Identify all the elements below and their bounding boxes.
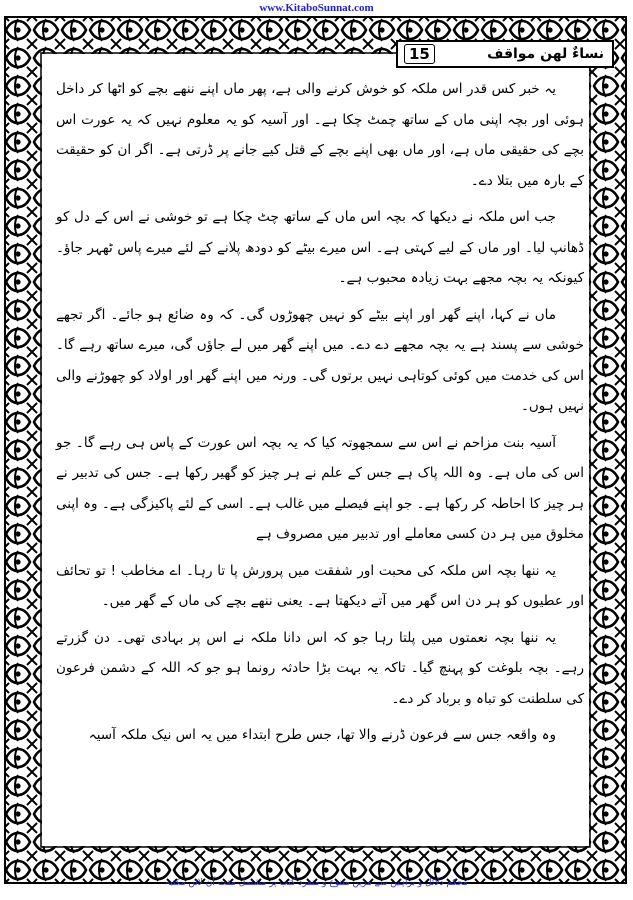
paragraph: یہ خبر کس قدر اس ملکہ کو خوش کرنے والی ہے، پھر ماں اپنے ننھے بچے کو اٹھا کر داخل ہوئی اور بچہ اپنی ماں کے ساتھ چمٹ چکا ہے۔ اور آسیہ کو یہ معلوم نہیں کہ یہ عورت اس بچے کی حقیقی ماں ہے، اور ماں بھی اپنے بچے کے قتل کیے جانے پر ڈرتی ہے۔ اگر ان کو حقیقت کے بارہ میں بتلا دے۔ — [56, 81, 584, 189]
paragraph: وہ واقعہ جس سے فرعون ڈرنے والا تھا، جس طرح ابتداء میں یہ اس نیک ملکہ آسیہ — [88, 727, 556, 743]
paragraph: یہ ننھا بچہ اس ملکہ کی محبت اور شفقت میں پرورش پا تا رہا۔ اے مخاطب ! تو تحائف اور عطیوں کو ہر دن اس گھر میں آتے دیکھتا ہے۔ یعنی ننھے بچے کی ماں کے گھر میں۔ — [56, 562, 584, 609]
paragraph: آسیہ بنت مزاحم نے اس سے سمجھوتہ کیا کہ یہ بچہ اس عورت کے پاس ہی رہے گا۔ جو اس کی ماں ہے۔ وہ اللہ پاک ہے جس کے علم نے ہر چیز کو گھیر رکھا ہے۔ جس کی تدبیر نے ہر چیز کا احاطہ کر رکھا ہے۔ جو اپنے فیصلے میں غالب ہے۔ اسی کے لئے پاکیزگی ہے۔ وہ اپنی مخلوق میں ہر دن کسی معاملے اور تدبیر میں مصروف ہے — [56, 434, 584, 542]
book-title: نساءٌ لهن مواقف — [487, 46, 604, 62]
paragraph: جب اس ملکہ نے دیکھا کہ بچہ اس ماں کے ساتھ چٹ چکا ہے تو خوشی نے اس کے دل کو ڈھانپ لیا۔ اور ماں کے لیے کہتی ہے۔ اس میرے بیٹے کو دودھ پلانے کے لئے میرے پاس ٹھہر جاؤ۔ کیونکہ یہ بچہ مجھے بہت زیادہ محبوب ہے۔ — [56, 209, 584, 286]
body-text — [56, 74, 584, 757]
footer-note[interactable]: محکم دلائل و براہین سے مزین متنوع و منفرد کتب پر مشتمل مفت آن لائن مکتبہ — [165, 878, 468, 888]
page-number: 15 — [404, 44, 435, 64]
paragraph: یہ ننھا بچہ نعمتوں میں پلتا رہا جو کہ اس دانا ملکہ نے اس پر بہادی تھی۔ دن گزرتے رہے۔ بچہ بلوغت کو پہنچ گیا۔ تاکہ یہ بہت بڑا حادثہ رونما ہو جو کہ اللہ کے دشمن فرعون کی سلطنت کو تباہ و برباد کر دے۔ — [56, 629, 584, 707]
paragraph: ماں نے کہا، اپنے گھر اور اپنے بیٹے کو نہیں چھوڑوں گی۔ کہ وہ ضائع ہو جائے۔ اگر تجھے خوشی سے پسند ہے یہ بچہ مجھے دے دے۔ میں اپنے گھر میں لے جاؤں گی، میرے ساتھ رہے گا۔ اس کی خدمت میں کوئی کوتاہی نہیں برتوں گی۔ ورنہ میں اپنے گھر اور اولاد کو چھوڑنے والی نہیں ہوں۔ — [56, 306, 584, 414]
page-header — [396, 40, 614, 68]
site-url[interactable]: www.KitaboSunnat.com — [259, 2, 374, 14]
